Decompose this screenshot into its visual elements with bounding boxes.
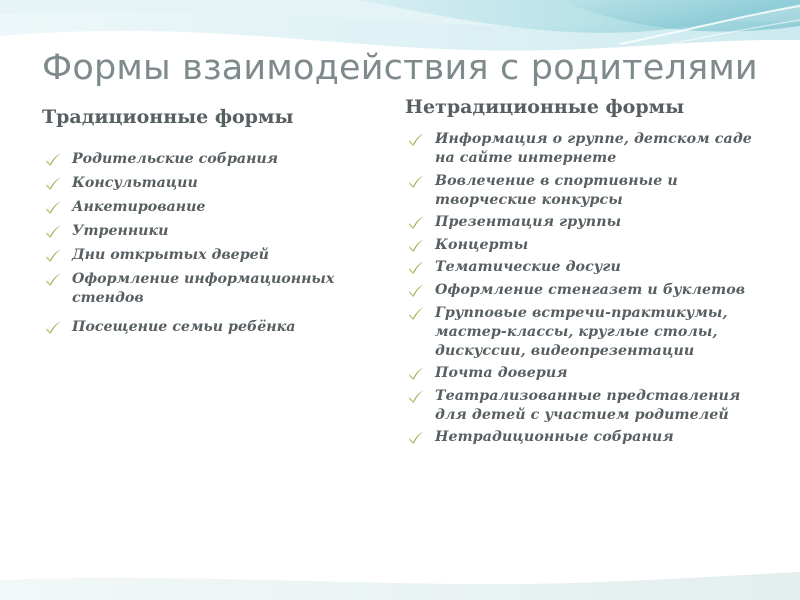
non-traditional-forms-list: [405, 130, 760, 447]
list-item: Нетрадиционные собрания: [405, 428, 760, 447]
list-item: Дни открытых дверей: [42, 246, 392, 265]
checkmark-icon: [44, 152, 62, 167]
list-item: Родительские собрания: [42, 150, 392, 169]
list-item: Оформление информационных стендов: [42, 270, 392, 308]
checkmark-icon: [407, 430, 425, 445]
checkmark-icon: [44, 248, 62, 263]
list-item: Оформление стенгазет и буклетов: [405, 281, 760, 300]
non-traditional-forms-column: [405, 94, 760, 451]
list-item: Информация о группе, детском саде на сайте интернете: [405, 130, 760, 168]
list-item: Презентация группы: [405, 213, 760, 232]
list-item: Почта доверия: [405, 364, 760, 383]
checkmark-icon: [44, 320, 62, 335]
list-item: Анкетирование: [42, 198, 392, 217]
list-item: Утренники: [42, 222, 392, 241]
list-item: Вовлечение в спортивные и творческие конкурсы: [405, 172, 760, 210]
traditional-forms-column: [42, 104, 392, 342]
list-item: Консультации: [42, 174, 392, 193]
checkmark-icon: [407, 238, 425, 253]
checkmark-icon: [407, 260, 425, 275]
list-item: Посещение семьи ребёнка: [42, 318, 392, 337]
slide-title: Формы взаимодействия с родителями: [42, 48, 758, 88]
checkmark-icon: [44, 176, 62, 191]
non-traditional-forms-heading: Нетрадиционные формы: [405, 96, 685, 118]
checkmark-icon: [44, 224, 62, 239]
checkmark-icon: [407, 366, 425, 381]
checkmark-icon: [407, 132, 425, 147]
list-item: Групповые встречи-практикумы, мастер-классы, круглые столы, дискуссии, видеопрезентации: [405, 304, 760, 361]
checkmark-icon: [407, 215, 425, 230]
checkmark-icon: [407, 306, 425, 321]
checkmark-icon: [407, 389, 425, 404]
checkmark-icon: [44, 272, 62, 287]
traditional-forms-list: [42, 150, 392, 337]
traditional-forms-heading: Традиционные формы: [42, 106, 294, 128]
checkmark-icon: [407, 174, 425, 189]
list-item: Тематические досуги: [405, 258, 760, 277]
checkmark-icon: [407, 283, 425, 298]
list-item: Театрализованные представления для детей с участием родителей: [405, 387, 760, 425]
checkmark-icon: [44, 200, 62, 215]
list-item: Концерты: [405, 236, 760, 255]
